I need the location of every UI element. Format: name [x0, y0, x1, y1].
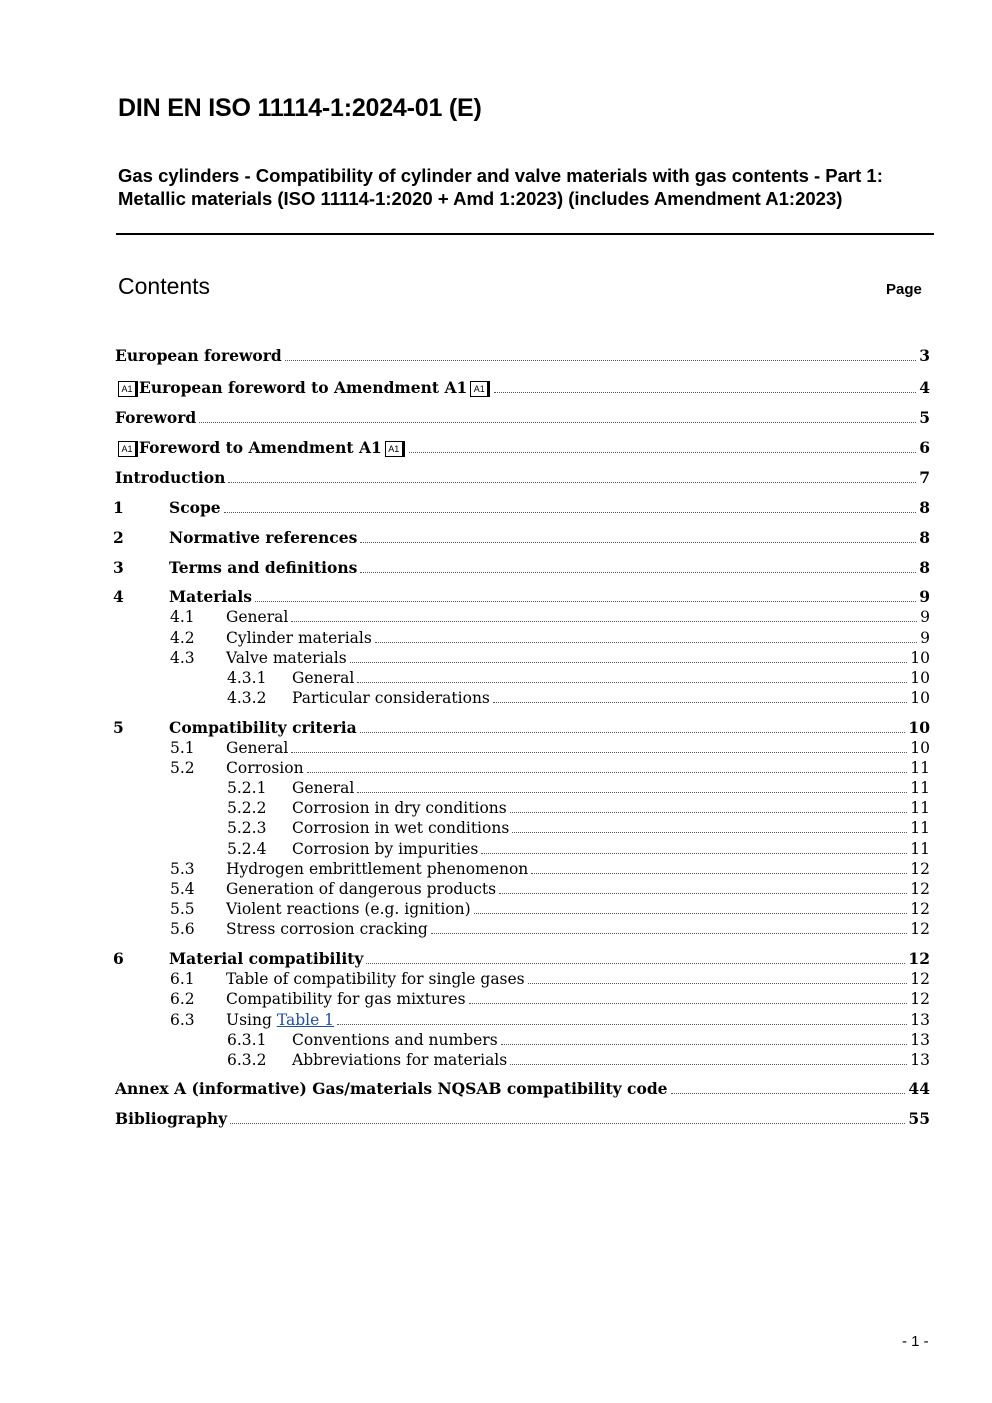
page-column-label: Page	[886, 281, 922, 298]
toc-entry[interactable]	[0, 628, 992, 648]
toc-entry-title-wrap	[115, 1109, 227, 1129]
toc-entry[interactable]	[0, 818, 992, 838]
toc-entry-number: 5.2.3	[227, 819, 267, 837]
toc-leader-dots	[431, 932, 907, 934]
toc-entry-title-wrap	[169, 718, 357, 738]
toc-entry-title: General	[226, 608, 289, 626]
toc-entry-page: 55	[908, 1109, 930, 1128]
toc-entry[interactable]	[0, 778, 992, 798]
toc-leader-dots	[228, 481, 916, 483]
document-subtitle: Gas cylinders - Compatibility of cylinder and valve materials with gas contents - Part 1: Metallic materials (ISO 11114-1:2020 + Amd 1:2023) (includes Amendment A1:2023)	[118, 165, 883, 209]
toc-entry-page: 7	[919, 468, 930, 487]
toc-leader-dots	[357, 681, 907, 683]
toc-entry-title: Particular considerations	[292, 689, 490, 707]
toc-entry-title-wrap	[115, 346, 282, 366]
toc-entry-title-wrap	[226, 1010, 334, 1030]
toc-entry-title-wrap	[226, 919, 428, 939]
table-1-link[interactable]: Table 1	[276, 1011, 335, 1029]
toc-entry-title-wrap	[226, 758, 304, 778]
toc-entry-title-wrap	[169, 498, 221, 518]
toc-entry-title-wrap	[292, 1050, 507, 1070]
toc-entry-page: 11	[910, 759, 930, 777]
toc-entry[interactable]	[0, 989, 992, 1009]
toc-entry-page: 9	[920, 608, 930, 626]
toc-leader-dots	[307, 771, 908, 773]
toc-leader-dots	[291, 620, 917, 622]
toc-entry-page: 44	[908, 1079, 930, 1098]
title-divider	[116, 233, 934, 235]
toc-entry-number: 4.2	[170, 629, 195, 647]
toc-entry-title-wrap	[115, 438, 406, 458]
toc-entry-title: General	[292, 669, 355, 687]
toc-entry-page: 5	[919, 408, 930, 427]
toc-entry-title: Generation of dangerous products	[226, 880, 497, 898]
toc-entry-title: Scope	[169, 498, 221, 517]
toc-entry-title-wrap	[226, 628, 372, 648]
toc-entry-title: Abbreviations for materials	[292, 1051, 508, 1069]
toc-entry-title-wrap	[292, 839, 478, 859]
toc-entry-title-wrap	[226, 607, 288, 627]
toc-entry-page: 12	[910, 970, 930, 988]
toc-leader-dots	[224, 511, 917, 513]
document-title: DIN EN ISO 11114-1:2024-01 (E)	[118, 94, 482, 122]
toc-entry-title-wrap	[292, 1030, 498, 1050]
toc-leader-dots	[531, 872, 907, 874]
toc-leader-dots	[360, 731, 906, 733]
toc-entry[interactable]	[0, 879, 992, 899]
toc-entry-title-wrap	[226, 648, 347, 668]
toc-entry-number: 5.2.4	[227, 840, 267, 858]
toc-leader-dots	[510, 1063, 907, 1065]
toc-entry[interactable]	[0, 378, 992, 398]
toc-entry-title: Using	[226, 1011, 277, 1029]
toc-entry-page: 13	[910, 1031, 930, 1049]
toc-leader-dots	[337, 1023, 907, 1025]
toc-entry[interactable]	[0, 859, 992, 879]
toc-entry[interactable]	[0, 346, 992, 366]
toc-entry-number: 6.3.1	[227, 1031, 267, 1049]
toc-entry-number: 2	[113, 528, 124, 547]
toc-entry-page: 8	[919, 498, 930, 517]
toc-entry-page: 12	[910, 900, 930, 918]
toc-entry-page: 11	[910, 840, 930, 858]
toc-entry-title: Annex A (informative) Gas/materials NQSAB compatibility code	[115, 1079, 668, 1098]
toc-leader-dots	[493, 701, 907, 703]
amendment-end-marker-icon: A1	[470, 381, 488, 397]
toc-entry-page: 11	[910, 819, 930, 837]
toc-entry-page: 10	[910, 689, 930, 707]
toc-entry-title: Introduction	[115, 468, 226, 487]
toc-entry-title: Violent reactions (e.g. ignition)	[226, 900, 471, 918]
toc-entry-number: 5.1	[170, 739, 195, 757]
toc-leader-dots	[409, 451, 916, 453]
toc-entry-page: 10	[910, 669, 930, 687]
toc-leader-dots	[512, 831, 907, 833]
toc-entry-title: Hydrogen embrittlement phenomenon	[226, 860, 529, 878]
toc-entry-title: Cylinder materials	[226, 629, 372, 647]
toc-entry-title-wrap	[226, 738, 288, 758]
toc-entry-title: Foreword to Amendment A1	[139, 438, 382, 457]
toc-entry-title: Material compatibility	[169, 949, 364, 968]
toc-entry-title: Conventions and numbers	[292, 1031, 498, 1049]
toc-entry[interactable]	[0, 949, 992, 969]
toc-entry[interactable]	[0, 1109, 992, 1129]
toc-entry-number: 6.1	[170, 970, 195, 988]
toc-leader-dots	[375, 641, 917, 643]
toc-leader-dots	[501, 1043, 908, 1045]
toc-entry-page: 6	[919, 438, 930, 457]
toc-entry-page: 10	[908, 718, 930, 737]
toc-entry[interactable]	[0, 498, 992, 518]
toc-entry-title-wrap	[292, 818, 509, 838]
toc-leader-dots	[285, 359, 916, 361]
toc-entry[interactable]	[0, 468, 992, 488]
toc-entry-title: Corrosion in dry conditions	[292, 799, 507, 817]
toc-leader-dots	[469, 1002, 908, 1004]
toc-entry-number: 6.2	[170, 990, 195, 1008]
toc-entry-page: 13	[910, 1051, 930, 1069]
toc-entry[interactable]	[0, 1010, 992, 1030]
toc-entry-title-wrap	[169, 528, 357, 548]
toc-entry-number: 4.3.1	[227, 669, 267, 687]
amendment-end-marker-icon: A1	[385, 441, 403, 457]
toc-entry-title-wrap	[292, 688, 490, 708]
toc-entry-title-wrap	[226, 989, 466, 1009]
toc-entry-page: 9	[919, 587, 930, 606]
toc-entry[interactable]	[0, 738, 992, 758]
toc-leader-dots	[357, 791, 907, 793]
toc-entry-title: Corrosion in wet conditions	[292, 819, 510, 837]
toc-entry-number: 4.3	[170, 649, 195, 667]
toc-entry-page: 12	[908, 949, 930, 968]
toc-entry-page: 11	[910, 799, 930, 817]
toc-entry-page: 4	[919, 378, 930, 397]
toc-leader-dots	[474, 912, 908, 914]
toc-entry-title-wrap	[226, 969, 525, 989]
toc-entry-number: 5.4	[170, 880, 195, 898]
toc-entry[interactable]	[0, 969, 992, 989]
toc-entry-title: European foreword to Amendment A1	[139, 378, 468, 397]
toc-leader-dots	[510, 811, 908, 813]
amendment-start-marker-icon: A1	[118, 441, 136, 457]
toc-entry-number: 6	[113, 949, 124, 968]
toc-entry-page: 9	[920, 629, 930, 647]
toc-entry-title-wrap	[115, 468, 225, 488]
toc-entry-title: Valve materials	[226, 649, 347, 667]
toc-leader-dots	[481, 852, 907, 854]
toc-entry-page: 8	[919, 528, 930, 547]
toc-entry-title: Bibliography	[115, 1109, 228, 1128]
toc-leader-dots	[199, 421, 916, 423]
toc-leader-dots	[291, 751, 907, 753]
toc-entry-title-wrap	[226, 859, 528, 879]
toc-leader-dots	[350, 661, 908, 663]
toc-entry-number: 6.3	[170, 1011, 195, 1029]
toc-entry-number: 5.6	[170, 920, 195, 938]
toc-entry-title-wrap	[169, 587, 252, 607]
toc-entry-title: Materials	[169, 587, 252, 606]
toc-entry-title: Corrosion by impurities	[292, 840, 479, 858]
toc-entry-page: 3	[919, 346, 930, 365]
toc-entry-title-wrap	[292, 668, 354, 688]
toc-entry[interactable]	[0, 899, 992, 919]
toc-entry-number: 6.3.2	[227, 1051, 267, 1069]
toc-entry[interactable]	[0, 587, 992, 607]
toc-entry[interactable]	[0, 438, 992, 458]
toc-entry-number: 4.3.2	[227, 689, 267, 707]
toc-entry-title: Foreword	[115, 408, 197, 427]
toc-entry-title-wrap	[169, 949, 363, 969]
toc-entry-title-wrap	[292, 798, 507, 818]
toc-entry-title: Normative references	[169, 528, 358, 547]
toc-leader-dots	[366, 962, 905, 964]
toc-leader-dots	[255, 600, 916, 602]
toc-entry-number: 1	[113, 498, 124, 517]
toc-entry-title: Terms and definitions	[169, 558, 358, 577]
toc-entry-page: 12	[910, 990, 930, 1008]
toc-leader-dots	[230, 1122, 905, 1124]
toc-entry[interactable]	[0, 798, 992, 818]
toc-entry[interactable]	[0, 1079, 992, 1099]
toc-entry-title: Compatibility for gas mixtures	[226, 990, 466, 1008]
toc-entry-title-wrap	[226, 879, 496, 899]
toc-entry[interactable]	[0, 1050, 992, 1070]
toc-entry[interactable]	[0, 758, 992, 778]
footer-page-number: - 1 -	[902, 1333, 929, 1350]
toc-leader-dots	[360, 541, 916, 543]
toc-entry-title: Table of compatibility for single gases	[226, 970, 525, 988]
toc-entry[interactable]	[0, 607, 992, 627]
toc-entry-number: 5.2	[170, 759, 195, 777]
toc-entry-page: 10	[910, 739, 930, 757]
toc-entry-page: 10	[910, 649, 930, 667]
toc-leader-dots	[528, 982, 908, 984]
toc-entry-title: General	[226, 739, 289, 757]
toc-entry-page: 8	[919, 558, 930, 577]
toc-entry[interactable]	[0, 558, 992, 578]
toc-entry-title-wrap	[169, 558, 357, 578]
toc-leader-dots	[499, 892, 907, 894]
toc-entry-number: 4.1	[170, 608, 195, 626]
toc-entry-number: 3	[113, 558, 124, 577]
toc-entry-title-wrap	[115, 408, 196, 428]
toc-entry-number: 5.5	[170, 900, 195, 918]
toc-entry[interactable]	[0, 648, 992, 668]
toc-entry-page: 12	[910, 920, 930, 938]
contents-heading: Contents	[118, 273, 211, 299]
toc-entry[interactable]	[0, 718, 992, 738]
toc-leader-dots	[671, 1092, 906, 1094]
toc-entry-number: 4	[113, 587, 124, 606]
toc-entry-number: 5.2.2	[227, 799, 267, 817]
toc-entry[interactable]	[0, 528, 992, 548]
toc-entry-title-wrap	[115, 378, 491, 398]
toc-entry-page: 12	[910, 860, 930, 878]
toc-entry[interactable]	[0, 839, 992, 859]
toc-entry[interactable]	[0, 668, 992, 688]
toc-entry-title-wrap	[115, 1079, 668, 1099]
toc-entry[interactable]	[0, 919, 992, 939]
toc-entry-title: Stress corrosion cracking	[226, 920, 428, 938]
toc-entry-page: 11	[910, 779, 930, 797]
toc-entry-number: 5	[113, 718, 124, 737]
toc-entry[interactable]	[0, 688, 992, 708]
toc-leader-dots	[494, 391, 916, 393]
toc-leader-dots	[360, 571, 916, 573]
toc-entry-title-wrap	[292, 778, 354, 798]
toc-entry[interactable]	[0, 408, 992, 428]
toc-entry-title-wrap	[226, 899, 471, 919]
toc-entry-page: 13	[910, 1011, 930, 1029]
toc-entry[interactable]	[0, 1030, 992, 1050]
toc-entry-number: 5.3	[170, 860, 195, 878]
toc-entry-page: 12	[910, 880, 930, 898]
toc-entry-title: General	[292, 779, 355, 797]
toc-entry-title: Corrosion	[226, 759, 304, 777]
amendment-start-marker-icon: A1	[118, 381, 136, 397]
toc-entry-title: Compatibility criteria	[169, 718, 357, 737]
toc-entry-title: European foreword	[115, 346, 282, 365]
toc-entry-number: 5.2.1	[227, 779, 267, 797]
